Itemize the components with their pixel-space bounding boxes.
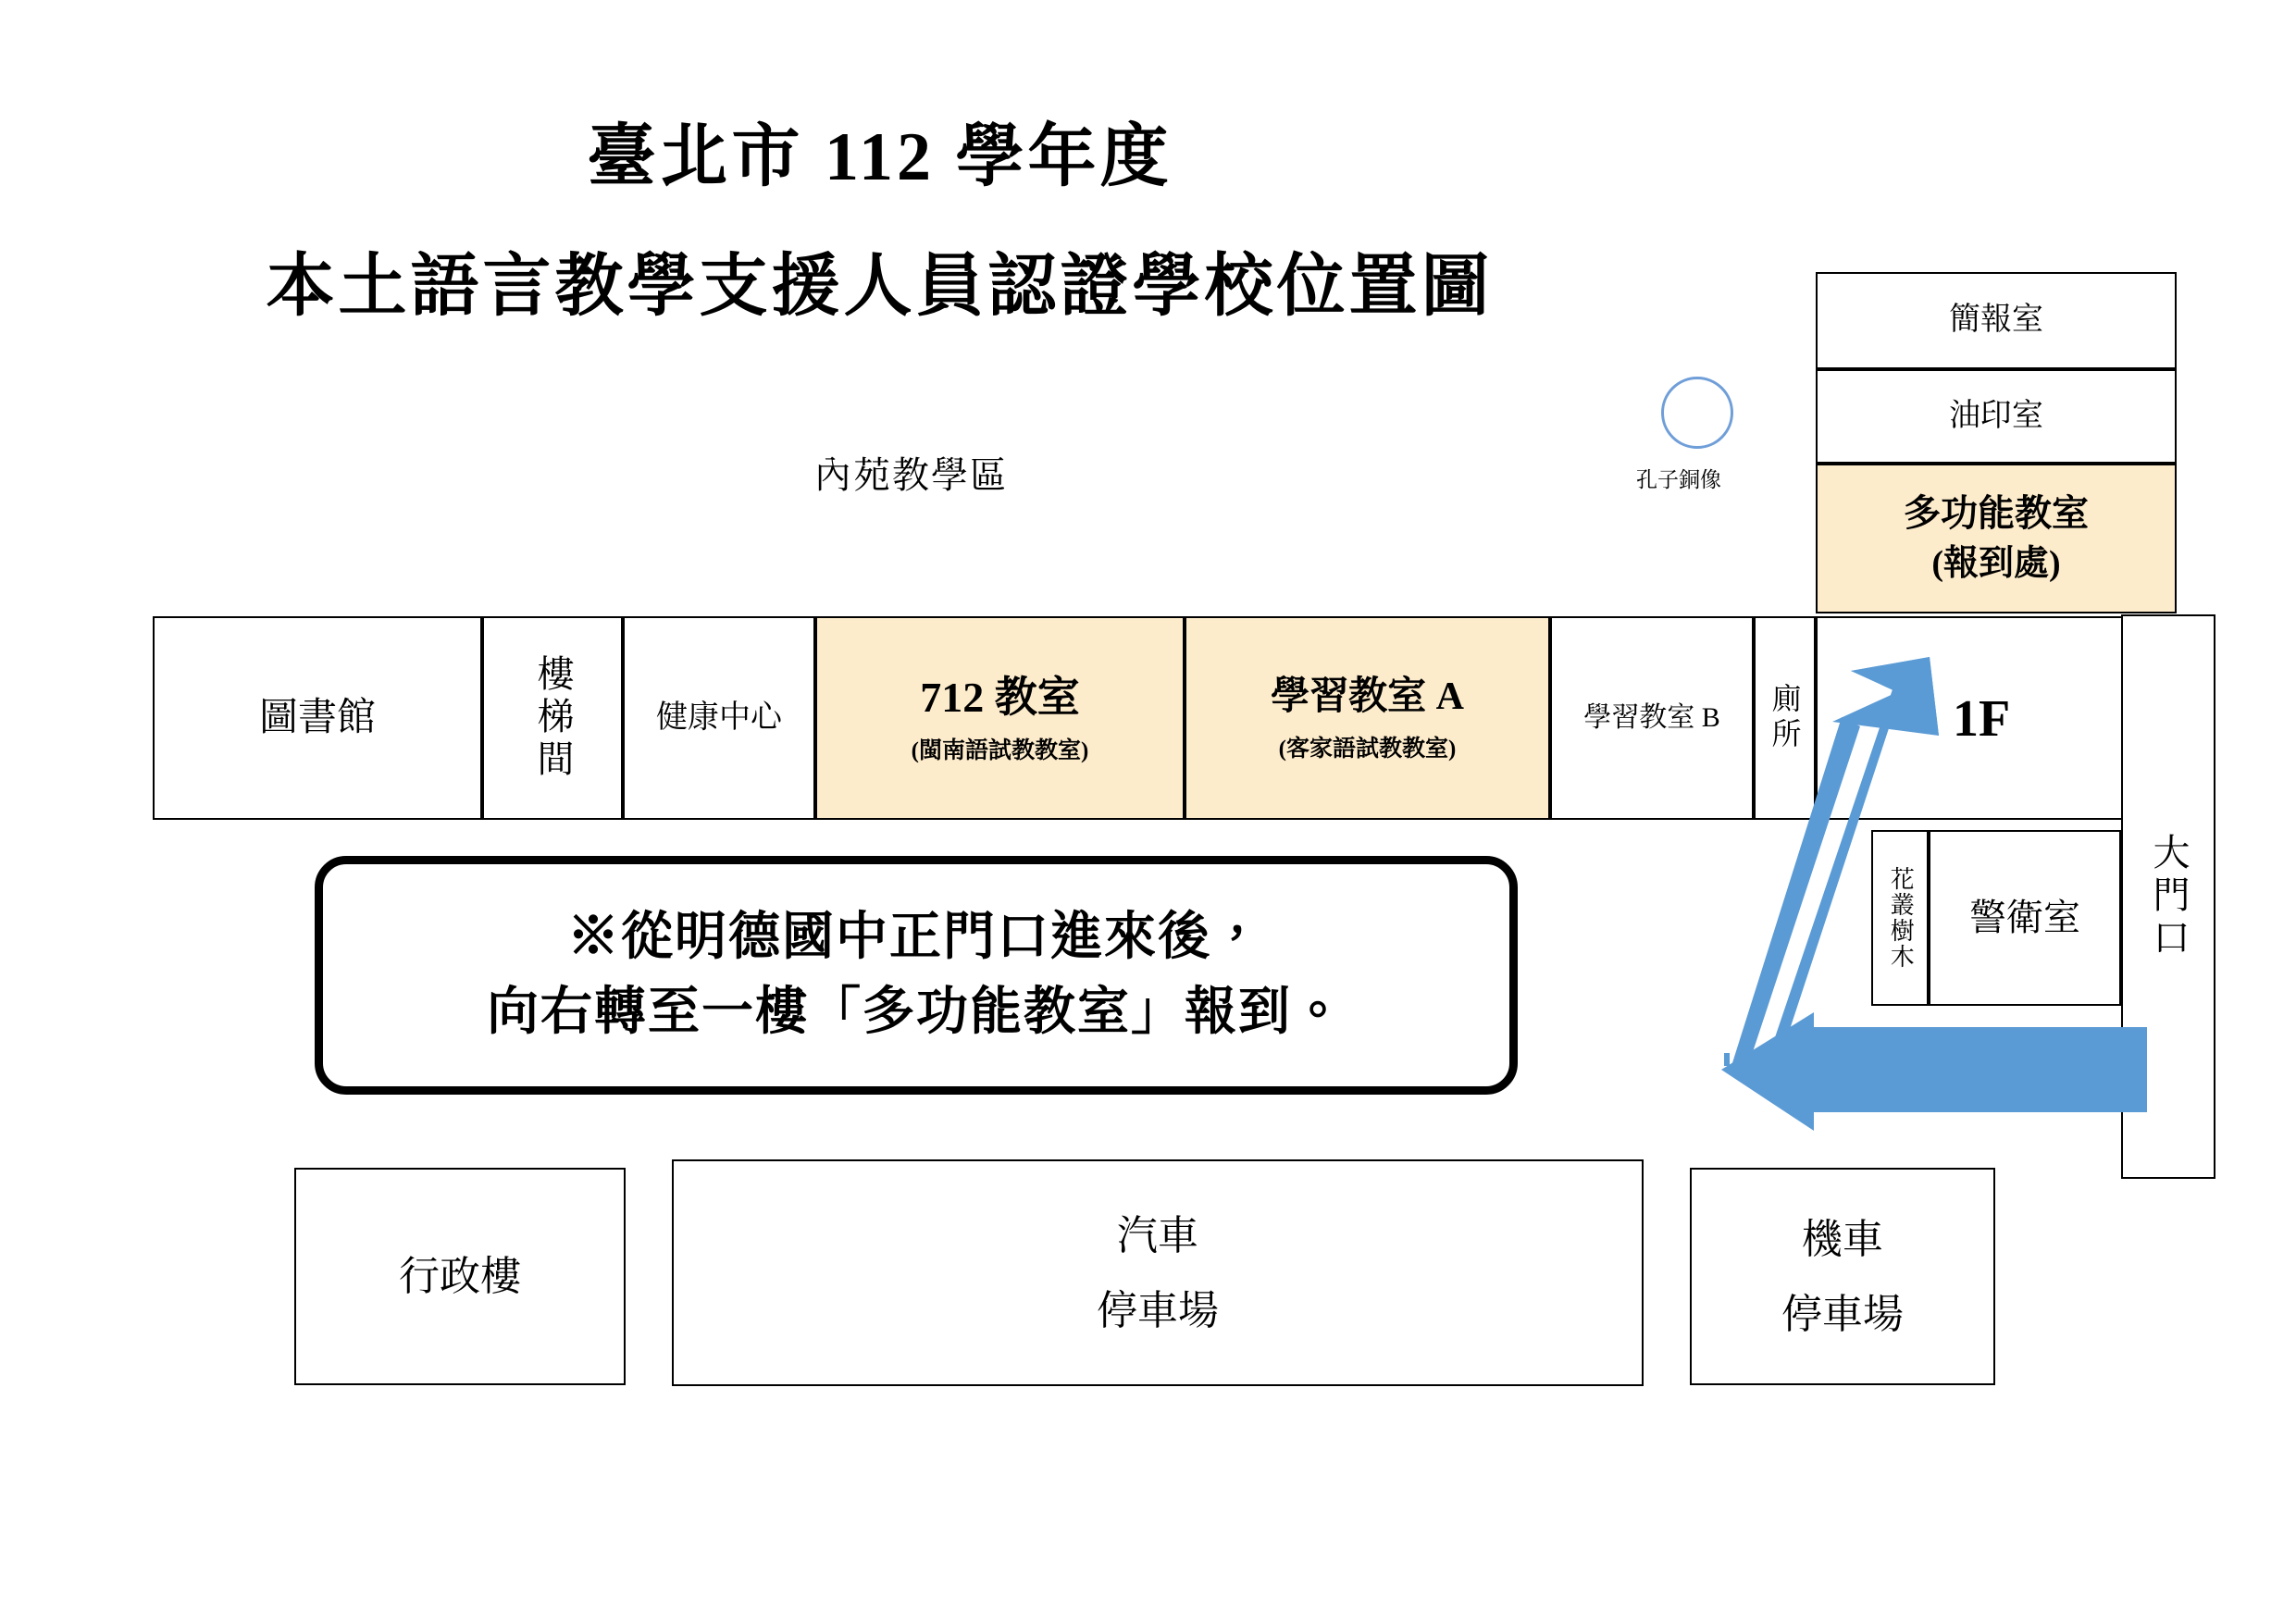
instruction-callout [315, 856, 1518, 1095]
area-car-parking-label-2: 停車場 [1097, 1287, 1219, 1333]
area-trees-label: 花叢樹木 [1887, 866, 1915, 970]
room-stairs-label: 樓梯間 [532, 654, 574, 782]
confucius-statue-label: 孔子銅像 [1636, 468, 1721, 491]
room-learning-a-label: 學習教室 A [1271, 675, 1464, 719]
area-motorcycle-parking [1690, 1168, 1995, 1385]
room-712-sublabel: (閩南語試教教室) [911, 738, 1089, 764]
room-library [153, 616, 482, 820]
room-guard-label: 警衛室 [1969, 897, 2080, 938]
room-712-label: 712 教室 [920, 673, 1080, 721]
instruction-line2: 向右轉至一樓「多功能教室」報到。 [487, 984, 1346, 1041]
building-admin-label: 行政樓 [399, 1254, 521, 1299]
building-admin [294, 1168, 626, 1385]
area-car-parking-label-1: 汽車 [1117, 1212, 1198, 1258]
room-multifunction-label: 多功能教室 [1904, 492, 2089, 535]
page-title-line2: 本土語言教學支援人員認證學校位置圖 [266, 249, 1494, 325]
room-print-label: 油印室 [1949, 398, 2043, 433]
room-multifunction-sublabel: (報到處) [1931, 544, 2061, 584]
room-learning-b-label: 學習教室 B [1583, 702, 1720, 734]
area-car-parking [672, 1159, 1644, 1386]
room-multifunction [1816, 464, 2177, 613]
room-health-center-label: 健康中心 [656, 700, 782, 735]
room-briefing [1816, 272, 2177, 369]
route-arrow-left [1712, 1009, 2147, 1147]
floor-label: 1F [1953, 690, 2011, 748]
room-stairs [482, 616, 623, 820]
confucius-statue-icon [1661, 377, 1733, 449]
room-learning-a-sublabel: (客家語試教教室) [1278, 736, 1457, 762]
room-712 [815, 616, 1185, 820]
instruction-line1: ※從明德國中正門口進來後， [567, 908, 1265, 966]
area-motorcycle-parking-label-1: 機車 [1802, 1216, 1883, 1262]
room-learning-a [1185, 616, 1550, 820]
page-title-line1: 臺北市 112 學年度 [587, 119, 1173, 195]
room-toilet-label: 廁所 [1768, 683, 1802, 753]
room-briefing-label: 簡報室 [1949, 303, 2043, 338]
room-health-center [623, 616, 815, 820]
room-print [1816, 369, 2177, 464]
room-main-gate-label: 大門口 [2148, 833, 2190, 960]
room-library-label: 圖書館 [258, 696, 376, 739]
zone-label: 內苑教學區 [814, 454, 1009, 496]
area-motorcycle-parking-label-2: 停車場 [1781, 1291, 1904, 1337]
